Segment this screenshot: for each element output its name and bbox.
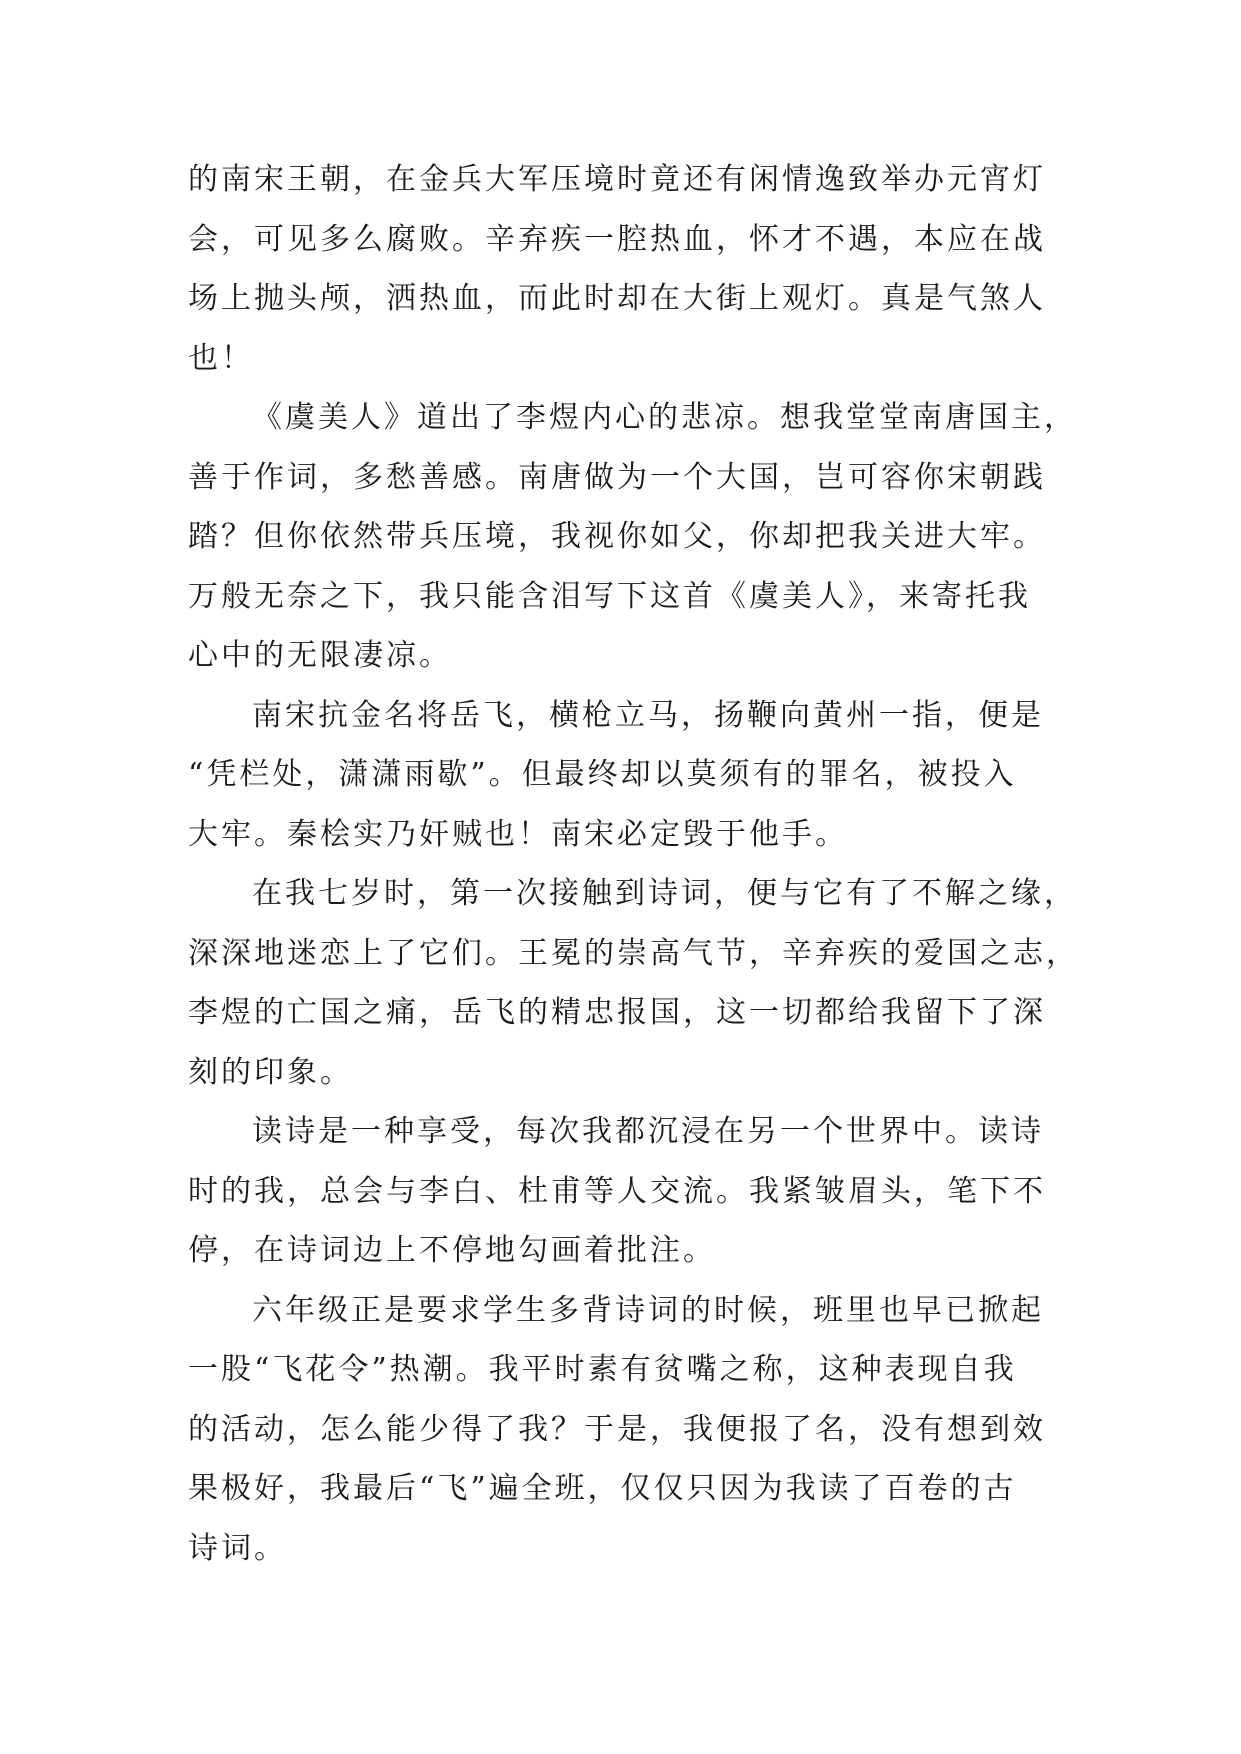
text-line: 李煜的亡国之痛，岳飞的精忠报国，这一切都给我留下了深 — [188, 995, 1046, 1030]
text-line: 深深地迷恋上了它们。王冕的崇高气节，辛弃疾的爱国之志， — [188, 935, 1079, 971]
text-line: 场上抛头颅，洒热血，而此时却在大街上观灯。真是气煞人 — [188, 281, 1046, 316]
text-line: 在我七岁时，第一次接触到诗词，便与它有了不解之缘， — [252, 876, 1077, 911]
text-line: 停，在诗词边上不停地勾画着批注。 — [188, 1233, 716, 1268]
text-line: 读诗是一种享受，每次我都沉浸在另一个世界中。读诗 — [252, 1114, 1044, 1149]
text-line: 刻的印象。 — [188, 1054, 353, 1090]
text-line: 南宋抗金名将岳飞，横枪立马，扬鞭向黄州一指，便是 — [252, 697, 1044, 733]
text-line: 善于作词，多愁善感。南唐做为一个大国，岂可容你宋朝践 — [188, 459, 1046, 495]
text-line: 心中的无限凄凉。 — [188, 638, 452, 673]
text-line: 的活动，怎么能少得了我？于是，我便报了名，没有想到效 — [188, 1411, 1046, 1447]
text-line: 万般无奈之下，我只能含泪写下这首《虞美人》，来寄托我 — [188, 578, 1031, 614]
text-line: 六年级正是要求学生多背诗词的时候，班里也早已掀起 — [252, 1292, 1044, 1328]
text-line: 《虞美人》道出了李煜内心的悲凉。想我堂堂南唐国主， — [252, 400, 1077, 435]
text-line: 踏？但你依然带兵压境，我视你如父，你却把我关进大牢。 — [188, 519, 1046, 554]
text-line: 大牢。秦桧实乃奸贼也！南宋必定毁于他手。 — [188, 816, 848, 852]
text-line: “凭栏处，潇潇雨歇”。但最终却以莫须有的罪名，被投入 — [188, 757, 1017, 792]
text-line: 诗词。 — [188, 1530, 287, 1566]
text-line: 会，可见多么腐败。辛弃疾一腔热血，怀才不遇，本应在战 — [188, 221, 1046, 257]
text-line: 时的我，总会与李白、杜甫等人交流。我紧皱眉头，笔下不 — [188, 1173, 1046, 1209]
text-line: 果极好，我最后“飞”遍全班，仅仅只因为我读了百卷的古 — [188, 1471, 1017, 1506]
text-line: 的南宋王朝，在金兵大军压境时竟还有闲情逸致举办元宵灯 — [188, 162, 1046, 197]
text-line: 一股“飞花令”热潮。我平时素有贫嘴之称，这种表现自我 — [188, 1352, 1017, 1387]
body-text — [188, 150, 1079, 1578]
text-line: 也！ — [188, 340, 254, 376]
